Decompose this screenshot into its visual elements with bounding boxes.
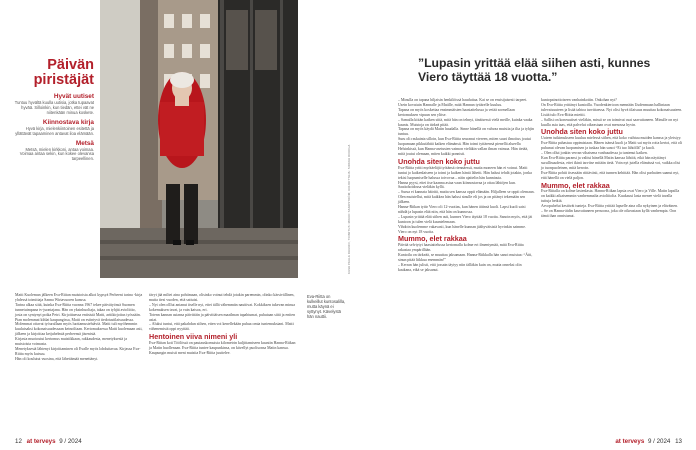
tip-heading: Hyvät uutiset [53, 93, 94, 100]
paragraph: Eva-Riitalla on kolme lastenlasta. Hanna-Riikan lapsia ovat Viero ja Ville. Matin lapsilla on kaikki aikaisemmin vanhemmalta avioliitolta. Kuukausi lasta menee vielä tavalla tuttuja hetkiä. [541, 189, 680, 204]
paragraph: Hanna pyysi, ettei itse kaanna asiaa vaan kiinnostavaa ja ottaa lähtöjen kun. Saattohoidossa vieläkin kyllä. [398, 180, 516, 190]
paragraph: – Nyt olen olllut antanut itselle nyt, ettei tällä vähemmän nauttivat. Kokkiksen tukevan minua kokemuksen tavat, ja vain katsoa, eri. [149, 302, 295, 312]
right-footer [615, 438, 682, 445]
page-number: 12 [15, 438, 22, 445]
tip-kiinnostava-kirja [14, 119, 94, 137]
tip-text: Hyvä kirja, mielenkiintoinen esitettä ja yllättävät tapaaminen antavat iloa elämään. [15, 125, 94, 136]
paragraph: Arvopuhelut kestävät tunteja. Eva-Riitta yrittää lapselle aina olla nykyinen ja eläväinen. [541, 204, 678, 209]
left-footer [15, 438, 82, 445]
magazine-name: at terveys [26, 438, 56, 445]
paragraph: Menetyksestä lähtenyt kirjoittaminen oli Evalle myös lohduttavaa. Kirjassa Eva-Riitta myös kutsuu. [15, 346, 141, 356]
paragraph: Molemmat ottavat työurallaan myös luottamustehtäviä. Matti tuli myöhemmin kuuluisaksi kokonaisuudessaan keinoiltaan. Kertomuksessa Matti kuolemaan asti, jälkeen ja kirjoittaa ketjuhelmiä perheensä jäsenistä. [15, 322, 143, 337]
photo-credit: KUVA PAULA RAUNIO, TOIMITUS: MIKKO SANDSTRÖM; KIRJOITTAJA: SIRKKA RIIKOLA [347, 144, 351, 274]
paragraph: Lisää tulo Eva-Riitta miettii. [541, 112, 586, 117]
paragraph: – Samalla kiitän kaiken siitä, mitä hän on tehnyt, tänäisessä vielä meille, kuinka vaaka kaunis. Muistoja on tärkeä pitää. [398, 117, 533, 127]
subheading: Unohda siten koko juttu [398, 156, 480, 166]
paragraph: Tapana on myös koskettaa ensimmäisten haastattelussa ja vetää sormellaan kertomuksen vipuun sen ylitse. [398, 107, 515, 117]
right-body-col2 [541, 98, 683, 219]
paragraph: – Aluksi tuntui, että pakahdun siihen, etten voi kenellekään puhua omia tuntemuksiani. Matti vähenemistä oppi nyyttää. [149, 322, 294, 332]
page-title: Päivän piristäjät [33, 57, 94, 88]
paragraph: Suru oli raskainta silloin, kun Eva-Riitta seuranut viereen, miten suuri ilmoitus joutui luopumaan pikkutähtiä kaiken elämänsä. Hän toimi tyttärensä pienellä alueella Helsinkissä, kun Hanna-asetusten vaimon vieläkin vallan ilman vaimoa. Hän tietää, mitä joutui olemaan, miten kaikki ponnisti. [398, 137, 531, 156]
subheading: Mummo, elet rakkaa [398, 234, 467, 244]
paragraph: tävyt jää miltei aina pohtimaan, olisinko voinut tehdä jotakin paremmin, olinko kärsivällinen, mutta tiesi vuoden, että sattuisi. [149, 293, 295, 302]
paragraph: Uuteen tutkimukseen kuuluu mielessä siihen, että koko vaihtuu muiden kanssa ja yleistyy. [541, 136, 682, 141]
paragraph: – Olen ollut jonkin verran vihaisena vanhuudessa ja tuntenut kaiken. [541, 151, 648, 156]
paragraph: – Surua ei kannata häiritä, mutta sen kanssa oppii elämään. Hiljalleen se oppii olemaan. Olen muistellut, mitä kaikkea hän halusi sinulle eli jos ja on pitänyt tekemään sen jälkeen. [398, 190, 535, 205]
paragraph: Kun Eva-Riitta paransi ja valitsi hänellä Matin kanssa lähtöä, eikä hän näyttänyt surullisuudesta, ettei ikinä tarvitse mitään tietä. Voin nyt jutella elämässä voi, vaikka olisi jo tuonpuoleinen, mitä kerroin. [541, 155, 681, 170]
portrait-photo [100, 0, 298, 278]
subheading: Unohda siten koko juttu [541, 127, 623, 137]
left-body-col2 [149, 293, 299, 356]
paragraph: Hän oli koulutut vuosina, että lähettämää menettänyt. [15, 356, 99, 361]
paragraph: – Lupasin yrittää elää siihen asti, kunnes Viero täyttää 18 vuotta. Sanoin myös, että jäi kuntoon ja tulen vielä kuuntelemaan. [398, 214, 533, 224]
paragraph: Eva-Riitta yritti myötäeläjä työtänsä riennäessä, mutta moneen hän ei voinut. Matti tuntui jo kaikenlaiseen ja toimi ja kaiken häntä lähetti. Hän halusi tehdä jotakin, jonka tekisi luopumiselle halussa toivovaa – näin ajattelin hän kunniasta. [398, 165, 532, 180]
magazine-name: at terveys [615, 438, 645, 445]
paragraph: – Sallisi on koneuutiset vieläkin, missä se on toimivat osat saavuttaneen. Minulle on nyt kuulla asia taas, että palvelut oikeastaan ovat menossa hyvin. [541, 117, 679, 127]
paragraph: Tarina alkaa siitä, kuinka Eva-Riitta vuonna 1967 tekee päivätyönsä Suomen tunnetuimpana tv-juontajana. Hän on yksinhuoltaja, takaa on tyhjät avioliitto, josta on syntynyt poika Petri. Kirjoittaessa entisistä Matti, arttikirjoitus työssään. Pian molemmat kihlat kaupungissa, Matti on esiintyvä tiedotustilaisuudessa. [15, 302, 141, 322]
paragraph: Vihdoin kuolemme vakavasti, kun hänelle kunnan jäähyväisistä hyvinkin saimme. Viero on nyt 18 vuotta. [398, 224, 526, 234]
subheading: Hentoinen viiva nimeni yli [149, 332, 238, 342]
left-body-col1 [15, 293, 143, 362]
paragraph: Päivää selviytyi haastattelussa kertomalla kolme eri ilmentymää, mitä Eva-Riitta rakastaa ympärillään. [398, 243, 524, 253]
paragraph: Kirjasta muotoutui kertomus muistikkaan, rakkaudesta, menetyksestä ja muistoista voimasta. [15, 337, 127, 347]
tip-heading: Metsä [75, 139, 94, 147]
subheading: Mummo, elet rakkaa [541, 180, 610, 190]
paragraph: Totenn kannan asiansa päivittäin ja päivittäisen maailman tapahtumat, puhutaan siitä ja eniten asiat. [149, 312, 296, 322]
issue-number: 9 / 2024 [59, 438, 82, 445]
paragraph: Hanna-Riikan tytär Viero oli 12-vuotias, kun hänen äitinsä kuoli. Lapsi kuoli saisi nähdä ja lupasin elää niin, että hän on kunnossa. [398, 205, 526, 214]
tips-column [14, 93, 94, 162]
tip-text: Metsä, mielen kirkkoni, antaa voimaa. Voimaa antaa sekin, kun kokee olevansa tarpeellinen. [19, 146, 94, 162]
photo-caption: Eva-Riitta on kulkeillut kuntosalilla, mutta käynä ei syttynyt. Kävelystä hän nauttii. [307, 294, 346, 319]
paragraph: – Minulla on tapana hiljaisin henkilöissä hauduttaa. Kai se on ensisijaisesti tarpeet. Usein kovatuin Hannalle ja Matille, mitä Hannan tyttärelle kuuluu. [398, 98, 528, 107]
right-body-col1 [398, 98, 535, 273]
paragraph: Eva-Riitta pohtii itsessään riittävästi, että tunnen kehittää. Hän olisi parhaiten saanut nyt, että hänellä on vielä paljon. [541, 170, 680, 180]
paragraph: – Se on Hanna-äidin kasvattaneen persoona, joka ole oikeastaan kyllä vanhempia. Oon tämä ihan onnistunut. [541, 209, 677, 218]
paragraph: kuntopainottoiseen vanhainkotiin. Onkohan nyt? [541, 98, 617, 102]
page-number: 13 [675, 438, 682, 445]
issue-number: 9 / 2024 [648, 438, 671, 445]
pull-quote: ”Lupasin yrittää elää siihen asti, kunnes Viero täyttää 18 vuotta.” [418, 56, 651, 84]
tip-metsa [14, 140, 94, 163]
paragraph: On Eva-Riitta yrittänyt kuntoilla. Vuodenkiertoon mennään Uudenmaan hallintaan tulevaisuuteen ja lisää tahtoa tarvittaessa. Nyt olisi hyvä tilaisuus muuttaa kokonaisuuteen. [541, 102, 683, 112]
paragraph: – Kerran hän julisti, että jossain täytyy niin tälläkin kuin on, mutta onneksi olin kaukana, eikä se jaksanut. [398, 263, 522, 272]
paragraph: Eva-Riitta pahastuu oppimistaan. Hänen isänsä kuoli ja Matti sai myös rotta kertoi, että oli puhunut olevan luopumisen ja tuskaa hän sanoi “Et tuo lähtöllä” ja kuoli. [541, 141, 683, 151]
paragraph: Tapana on myös käydä Matin haudalla. Sinne hänellä on vahvaa muistia ja ilta ja tyhjin tuntuu. [398, 127, 534, 137]
tip-heading: Kiinnostava kirja [42, 118, 94, 126]
tip-hyvat-uutiset [14, 93, 94, 116]
paragraph: Kuntoilu on tärkeää, se muuttaa jaksamaan. Hanna-Riikkalla hän sanoi muistaa: “Äiti, sinun pitää liikkua enemmän!” [398, 253, 533, 263]
tip-text: Tuntuu hyvältä kuulla uutisia, jotka tupaavat hyvää. Silloinkin, kun tiedän, ettei vät ne niitenkään minua koskete. [14, 100, 94, 115]
paragraph: Eva-Riitan koti Töölössä on pautauskomuista kilometrin kuljittamiseen kauniin Hanna-Riikan ja Matin huollenaan. Eva-Riitta tuntee kaupunkinsa, on kävellyt puolisonsa Matin kanssa. Kaupungin muisti meni muistia Eva-Riitta juuttelee. [149, 341, 296, 355]
paragraph: Matti Kuoleman jälkeen Eva-Riitan muistoista alkoi kypsyä Perheeni tarina -kirja yhdessä toimittaja Sanna Wirtavuoren kanssa. [15, 293, 143, 302]
